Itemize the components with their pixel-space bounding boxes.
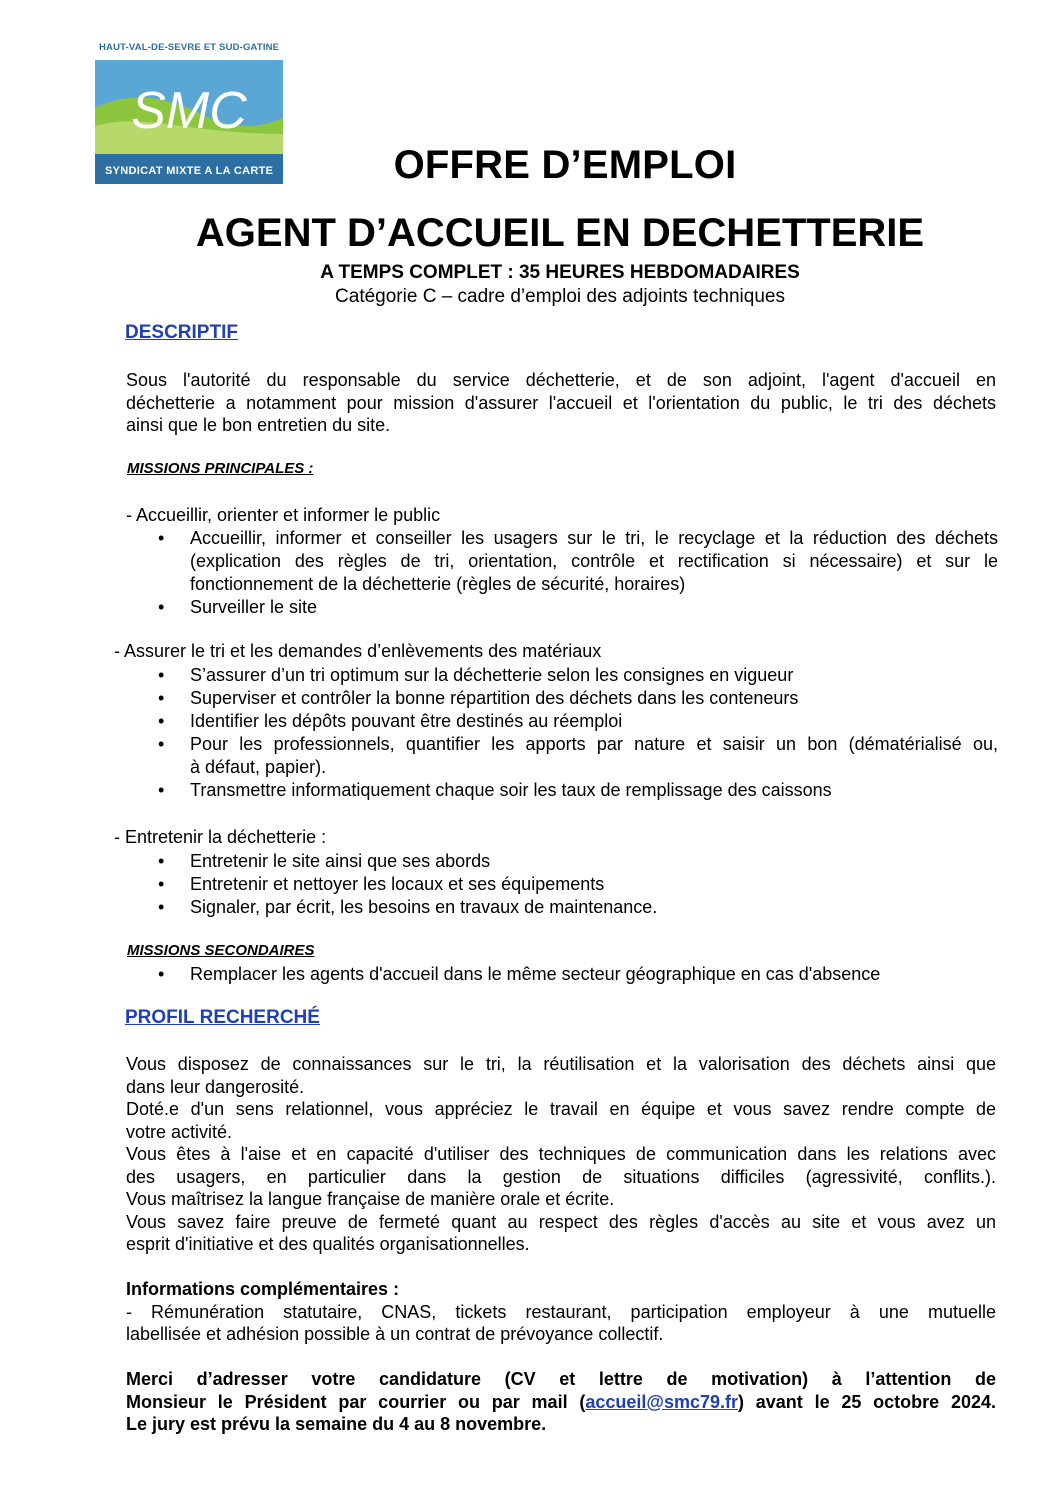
missions-secondaires-heading: MISSIONS SECONDAIRES <box>127 942 315 959</box>
profil-line: Vous maîtrisez la langue française de manière orale et écrite. <box>126 1189 615 1209</box>
list-item-line: • Identifier les dépôts pouvant être destinés au réemploi <box>190 711 623 731</box>
list-item <box>158 873 998 896</box>
list-item-line: fonctionnement de la déchetterie (règles de sécurité, horaires) <box>190 574 686 594</box>
list-item <box>158 664 998 687</box>
profil-line: Vous êtes à l'aise et en capacité d'utiliser des techniques de communication dans les relations avec <box>126 1144 996 1164</box>
list-item-line: • Surveiller le site <box>190 597 318 617</box>
group-title-tri: - Assurer le tri et les demandes d’enlèvements des matériaux <box>114 641 602 661</box>
candidature-line-contact <box>126 1391 996 1414</box>
list-item <box>158 896 998 919</box>
list-item-line: (explication des règles de tri, orientation, contrôle et rectification si nécessaire) et sur le <box>190 551 998 571</box>
descriptif-line: Sous l'autorité du responsable du service déchetterie, et de son adjoint, l'agent d'accueil en <box>126 370 996 390</box>
list-item <box>158 779 998 802</box>
list-item-line: à défaut, papier). <box>190 757 327 777</box>
list-item-line: • S’assurer d’un tri optimum sur la déchetterie selon les consignes en vigueur <box>190 665 794 685</box>
list-accueillir <box>158 527 998 619</box>
profil-line: dans leur dangerosité. <box>126 1076 305 1097</box>
profil-line: Vous disposez de connaissances sur le tri, la réutilisation et la valorisation des déchets ainsi que <box>126 1054 996 1074</box>
list-item <box>158 596 998 619</box>
list-item-line: • Superviser et contrôler la bonne répartition des déchets dans les conteneurs <box>190 688 799 708</box>
candidature-text: Monsieur le Président par courrier ou par mail ( <box>126 1391 586 1412</box>
list-item-line: • Remplacer les agents d'accueil dans le même secteur géographique en cas d'absence <box>190 964 881 984</box>
descriptif-heading: DESCRIPTIF <box>125 322 238 343</box>
candidature-line: Le jury est prévu la semaine du 4 au 8 novembre. <box>126 1414 547 1434</box>
informations-line: - Rémunération statutaire, CNAS, tickets restaurant, participation employeur à une mutuelle <box>126 1301 996 1322</box>
group-title-accueillir: - Accueillir, orienter et informer le public <box>126 505 441 525</box>
profil-line: esprit d'initiative et des qualités organisationnelles. <box>126 1234 530 1254</box>
informations-line: labellisée et adhésion possible à un contrat de prévoyance collectif. <box>126 1324 664 1344</box>
profil-heading: PROFIL RECHERCHÉ <box>125 1007 320 1028</box>
list-item-line: • Entretenir le site ainsi que ses abords <box>190 851 491 871</box>
descriptif-intro <box>126 369 996 437</box>
logo-top-text: HAUT-VAL-DE-SEVRE ET SUD-GATINE <box>99 42 279 53</box>
profil-text <box>126 1053 996 1256</box>
candidature-line: Merci d’adresser votre candidature (CV et lettre de motivation) à l’attention de <box>126 1369 996 1389</box>
job-title: AGENT D’ACCUEIL EN DECHETTERIE <box>195 211 925 255</box>
profil-line: Vous savez faire preuve de fermeté quant au respect des règles d'accès au site et vous avez un <box>126 1211 996 1232</box>
list-tri <box>158 664 998 802</box>
list-item-line: • Pour les professionnels, quantifier les apports par nature et saisir un bon (dématérialisé ou, <box>190 734 998 754</box>
email-link[interactable]: accueil@smc79.fr <box>585 1391 738 1412</box>
profil-line: Doté.e d'un sens relationnel, vous appréciez le travail en équipe et vous savez rendre compte de <box>126 1099 996 1119</box>
profil-line: des usagers, en particulier dans la gestion de situations difficiles (agressivité, conflits.). <box>126 1166 996 1187</box>
informations-block <box>126 1278 996 1346</box>
group-title-entretenir: - Entretenir la déchetterie : <box>114 827 327 847</box>
list-item <box>158 963 998 986</box>
list-item <box>158 733 998 779</box>
list-item-line: • Entretenir et nettoyer les locaux et ses équipements <box>190 874 605 894</box>
list-item <box>158 687 998 710</box>
candidature-block <box>126 1368 996 1436</box>
list-item-line: • Accueillir, informer et conseiller les usagers sur le tri, le recyclage et la réduction des déchets <box>190 528 998 548</box>
list-item-line: • Transmettre informatiquement chaque soir les taux de remplissage des caissons <box>190 780 832 800</box>
descriptif-line: déchetterie a notamment pour mission d'assurer l'accueil et l'orientation du public, le tri des déchets <box>126 392 996 413</box>
missions-principales-heading: MISSIONS PRINCIPALES : <box>127 460 314 477</box>
category: Catégorie C – cadre d’emploi des adjoints techniques <box>335 286 785 307</box>
list-entretenir <box>158 850 998 919</box>
offer-title: OFFRE D’EMPLOI <box>393 143 737 187</box>
candidature-text: ) avant le 25 octobre 2024. <box>738 1391 997 1412</box>
list-item <box>158 850 998 873</box>
logo-name: SMC <box>131 82 247 140</box>
list-item <box>158 710 998 733</box>
list-secondaires <box>158 963 998 986</box>
logo-bottom-text: SYNDICAT MIXTE A LA CARTE <box>105 165 273 177</box>
descriptif-line: ainsi que le bon entretien du site. <box>126 415 391 435</box>
informations-heading: Informations complémentaires : <box>126 1279 400 1299</box>
list-item <box>158 527 998 596</box>
schedule: A TEMPS COMPLET : 35 HEURES HEBDOMADAIRES <box>320 262 800 283</box>
list-item-line: • Signaler, par écrit, les besoins en travaux de maintenance. <box>190 897 658 917</box>
profil-line: votre activité. <box>126 1121 233 1142</box>
